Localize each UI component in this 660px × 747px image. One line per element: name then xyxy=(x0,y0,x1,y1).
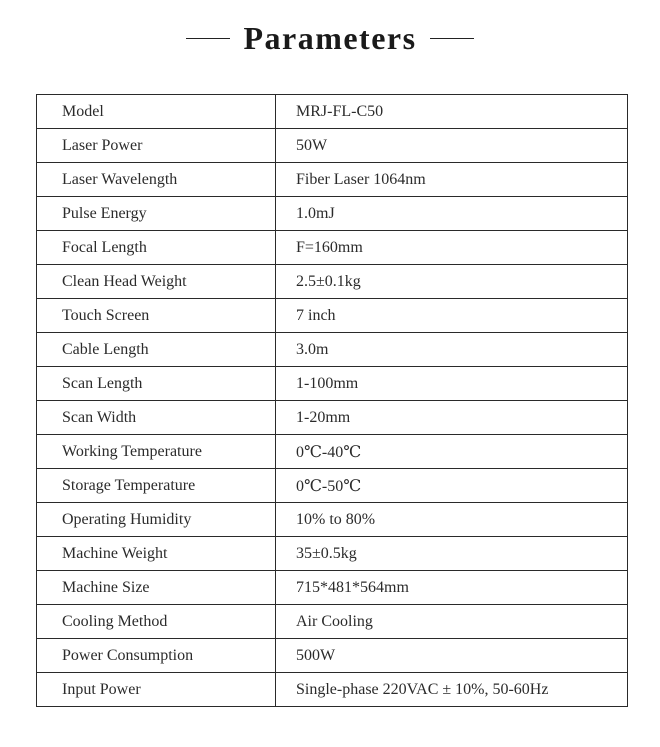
parameter-value: 3.0m xyxy=(276,333,628,367)
table-row xyxy=(37,639,628,673)
parameters-table-body xyxy=(37,95,628,707)
parameter-name: Cable Length xyxy=(37,333,276,367)
parameter-name: Clean Head Weight xyxy=(37,265,276,299)
parameter-value: 0℃-40℃ xyxy=(276,435,628,469)
section-header xyxy=(0,14,660,62)
parameter-name: Laser Wavelength xyxy=(37,163,276,197)
table-row xyxy=(37,231,628,265)
parameter-value: 1.0mJ xyxy=(276,197,628,231)
parameter-value: 1-20mm xyxy=(276,401,628,435)
parameter-value: 500W xyxy=(276,639,628,673)
parameter-value: 50W xyxy=(276,129,628,163)
parameter-name: Cooling Method xyxy=(37,605,276,639)
parameter-value: 1-100mm xyxy=(276,367,628,401)
table-row xyxy=(37,265,628,299)
table-row xyxy=(37,503,628,537)
table-row xyxy=(37,435,628,469)
table-row xyxy=(37,129,628,163)
table-row xyxy=(37,197,628,231)
header-rule-left xyxy=(186,38,230,39)
table-row xyxy=(37,401,628,435)
parameter-name: Input Power xyxy=(37,673,276,707)
table-row xyxy=(37,469,628,503)
table-row xyxy=(37,95,628,129)
parameter-value: Air Cooling xyxy=(276,605,628,639)
header-rule-right xyxy=(430,38,474,39)
parameter-name: Focal Length xyxy=(37,231,276,265)
parameter-value: F=160mm xyxy=(276,231,628,265)
parameter-name: Operating Humidity xyxy=(37,503,276,537)
table-row xyxy=(37,673,628,707)
parameter-name: Laser Power xyxy=(37,129,276,163)
page-title: Parameters xyxy=(243,20,417,56)
table-row xyxy=(37,537,628,571)
parameter-name: Working Temperature xyxy=(37,435,276,469)
parameters-table xyxy=(36,94,628,707)
table-row xyxy=(37,299,628,333)
parameter-name: Pulse Energy xyxy=(37,197,276,231)
parameter-name: Scan Width xyxy=(37,401,276,435)
parameter-value: 10% to 80% xyxy=(276,503,628,537)
parameter-value: MRJ-FL-C50 xyxy=(276,95,628,129)
table-row xyxy=(37,571,628,605)
parameter-name: Touch Screen xyxy=(37,299,276,333)
parameter-value: 35±0.5kg xyxy=(276,537,628,571)
parameter-name: Scan Length xyxy=(37,367,276,401)
table-row xyxy=(37,163,628,197)
parameter-name: Model xyxy=(37,95,276,129)
parameter-name: Machine Weight xyxy=(37,537,276,571)
parameter-name: Storage Temperature xyxy=(37,469,276,503)
parameter-name: Machine Size xyxy=(37,571,276,605)
table-row xyxy=(37,367,628,401)
parameter-value: 715*481*564mm xyxy=(276,571,628,605)
parameter-value: 0℃-50℃ xyxy=(276,469,628,503)
table-row xyxy=(37,605,628,639)
parameter-value: Single-phase 220VAC ± 10%, 50-60Hz xyxy=(276,673,628,707)
parameter-name: Power Consumption xyxy=(37,639,276,673)
table-row xyxy=(37,333,628,367)
parameter-value: Fiber Laser 1064nm xyxy=(276,163,628,197)
parameter-value: 2.5±0.1kg xyxy=(276,265,628,299)
parameter-value: 7 inch xyxy=(276,299,628,333)
